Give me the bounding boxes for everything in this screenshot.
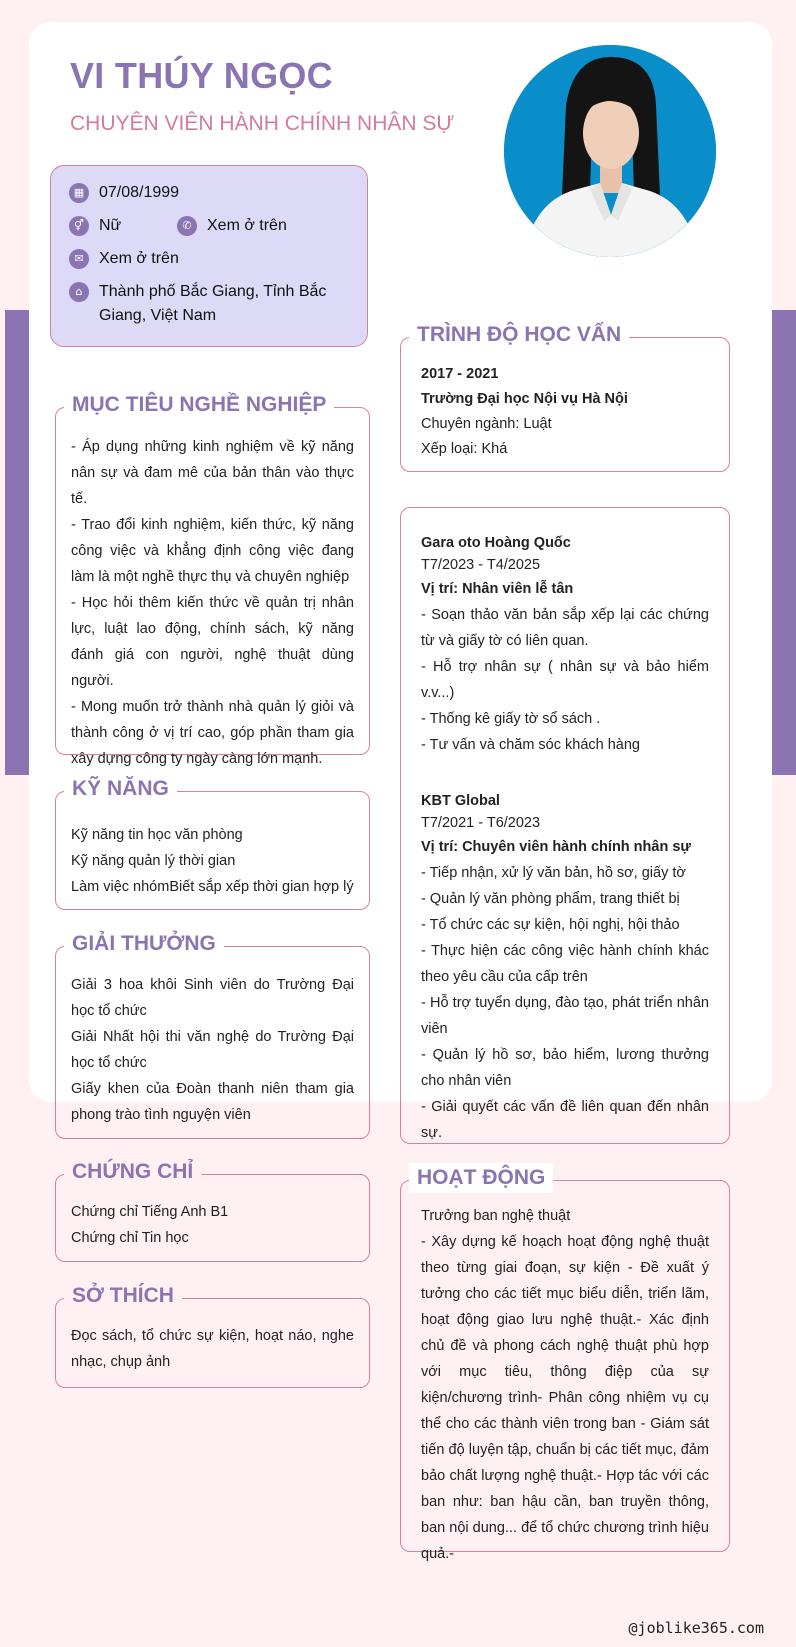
experience-body — [421, 532, 709, 1146]
objective-item: - Trao đổi kinh nghiệm, kiến thức, kỹ năng công việc và khẳng định công việc đang làm là một nghề thực thụ và chuyên nghiệp — [71, 517, 354, 585]
experience-section — [400, 507, 730, 1144]
objective-item: - Học hỏi thêm kiến thức về quản trị nhân lực, luật lao động, chính sách, kỹ năng đánh giá con người, nghệ thuật dùng người. — [71, 595, 354, 689]
address-value: Thành phố Bắc Giang, Tỉnh Bắc Giang, Việt Nam — [99, 283, 327, 324]
skills-section — [55, 777, 370, 910]
job-separator — [421, 758, 709, 790]
job-task: - Tổ chức các sự kiện, hội nghị, hội thảo — [421, 917, 680, 933]
activities-role: Trưởng ban nghệ thuật — [421, 1208, 571, 1224]
gender-value: Nữ — [99, 217, 122, 234]
phone-icon: ✆ — [177, 216, 197, 236]
job-company: KBT Global — [421, 793, 500, 809]
job-position: Vị trí: Nhân viên lễ tân — [421, 581, 574, 597]
skill-item: Kỹ năng tin học văn phòng — [71, 827, 243, 843]
job-period: T7/2023 - T4/2025 — [421, 557, 541, 573]
phone-value: Xem ở trên — [207, 217, 287, 234]
profile-photo — [504, 45, 716, 257]
certificates-body — [71, 1199, 354, 1251]
calendar-icon: ▦ — [69, 183, 89, 203]
education-body — [421, 362, 714, 462]
award-item: Giải 3 hoa khôi Sinh viên do Trường Đại học tổ chức — [71, 977, 354, 1019]
job-task: - Giải quyết các vấn đề liên quan đến nhân sự. — [421, 1099, 709, 1141]
education-section — [400, 323, 730, 472]
skills-title: KỸ NĂNG — [64, 774, 177, 804]
contact-info-box — [50, 165, 368, 347]
certificate-item: Chứng chỉ Tiếng Anh B1 — [71, 1204, 229, 1220]
home-icon: ⌂ — [69, 282, 89, 302]
activities-text: - Xây dựng kế hoạch hoạt động nghệ thuật theo từng giai đoạn, sự kiện - Đề xuất ý tưởng cho các tiết mục biểu diễn, triển lãm, hoạt động giao lưu nghệ thuật.- Xác định chủ đề và phong cách nghệ thuật phù hợp với mục tiêu, thông điệp của sự kiện/chương trình- Phân công nhiệm vụ cụ thể cho các thành viên trong ban - Giám sát tiến độ luyện tập, chuẩn bị các tiết mục, đảm bảo chất lượng nghệ thuật.- Hợp tác với các ban như: ban hậu cần, ban truyền thông, ban nội dung... để tổ chức chương trình hiệu quả.- — [421, 1234, 709, 1562]
gender-row — [69, 214, 121, 238]
job-task: - Quản lý văn phòng phẩm, trang thiết bị — [421, 891, 680, 907]
address-row — [69, 280, 339, 328]
certificates-section — [55, 1160, 370, 1262]
job-task: - Thực hiện các công việc hành chính khác theo yêu cầu của cấp trên — [421, 943, 709, 985]
email-value: Xem ở trên — [99, 250, 179, 267]
skill-item: Làm việc nhómBiết sắp xếp thời gian hợp lý — [71, 879, 354, 895]
skill-item: Kỹ năng quản lý thời gian — [71, 853, 236, 869]
job-task: - Tiếp nhận, xử lý văn bản, hồ sơ, giấy tờ — [421, 865, 686, 881]
activities-title: HOẠT ĐỘNG — [409, 1163, 553, 1193]
awards-section — [55, 932, 370, 1139]
awards-title: GIẢI THƯỞNG — [64, 929, 224, 959]
job-task: - Thống kê giấy tờ sổ sách . — [421, 711, 601, 727]
objective-title: MỤC TIÊU NGHỀ NGHIỆP — [64, 390, 334, 420]
watermark-text: @joblike365.com — [628, 1619, 764, 1637]
dob-row — [69, 181, 179, 205]
objective-item: - Áp dụng những kinh nghiệm về kỹ năng nân sự và đam mê của bản thân vào thực tế. — [71, 439, 354, 507]
job-task: - Soạn thảo văn bản sắp xếp lại các chứng từ và giấy tờ có liên quan. — [421, 607, 709, 649]
job-task: - Hỗ trợ tuyển dụng, đào tạo, phát triển nhân viên — [421, 995, 709, 1037]
objective-body — [71, 434, 354, 772]
job-task: - Hỗ trợ nhân sự ( nhân sự và bảo hiểm v.v...) — [421, 659, 709, 701]
award-item: Giấy khen của Đoàn thanh niên tham gia phong trào tình nguyện viên — [71, 1081, 354, 1123]
job-position: Vị trí: Chuyên viên hành chính nhân sự — [421, 839, 691, 855]
candidate-role: CHUYÊN VIÊN HÀNH CHÍNH NHÂN SỰ — [70, 112, 455, 135]
education-period: 2017 - 2021 — [421, 366, 499, 382]
envelope-icon: ✉ — [69, 249, 89, 269]
hobbies-title: SỞ THÍCH — [64, 1281, 182, 1311]
skills-body — [71, 822, 354, 900]
award-item: Giải Nhất hội thi văn nghệ do Trường Đại học tổ chức — [71, 1029, 354, 1071]
education-title: TRÌNH ĐỘ HỌC VẤN — [409, 320, 629, 350]
portrait-illustration — [504, 45, 716, 257]
job-company: Gara oto Hoàng Quốc — [421, 535, 571, 551]
certificates-title: CHỨNG CHỈ — [64, 1157, 201, 1187]
dob-value: 07/08/1999 — [99, 184, 180, 201]
gender-icon: ⚥ — [69, 216, 89, 236]
objective-item: - Mong muốn trở thành nhà quản lý giỏi và thành công ở vị trí cao, góp phần tham gia xây dựng công ty ngày càng lớn mạnh. — [71, 699, 354, 767]
activities-section — [400, 1166, 730, 1562]
certificate-item: Chứng chỉ Tin học — [71, 1230, 189, 1246]
job-task: - Tư vấn và chăm sóc khách hàng — [421, 737, 640, 753]
objective-section — [55, 393, 370, 767]
hobbies-section — [55, 1284, 370, 1388]
job-period: T7/2021 - T6/2023 — [421, 815, 541, 831]
candidate-name: VI THÚY NGỌC — [70, 55, 333, 96]
job-task: - Quản lý hồ sơ, bảo hiểm, lương thưởng cho nhân viên — [421, 1047, 709, 1089]
education-rank: Xếp loại: Khá — [421, 441, 508, 457]
hobbies-body: Đọc sách, tổ chức sự kiện, hoạt náo, nghe nhạc, chụp ảnh — [71, 1328, 354, 1370]
education-major: Chuyên ngành: Luật — [421, 416, 552, 432]
decor-bar-left — [5, 310, 29, 775]
decor-bar-right — [772, 310, 796, 775]
activities-body — [421, 1203, 709, 1567]
email-row — [69, 247, 179, 271]
phone-row — [177, 214, 287, 238]
awards-body — [71, 972, 354, 1128]
education-school: Trường Đại học Nội vụ Hà Nội — [421, 391, 628, 407]
